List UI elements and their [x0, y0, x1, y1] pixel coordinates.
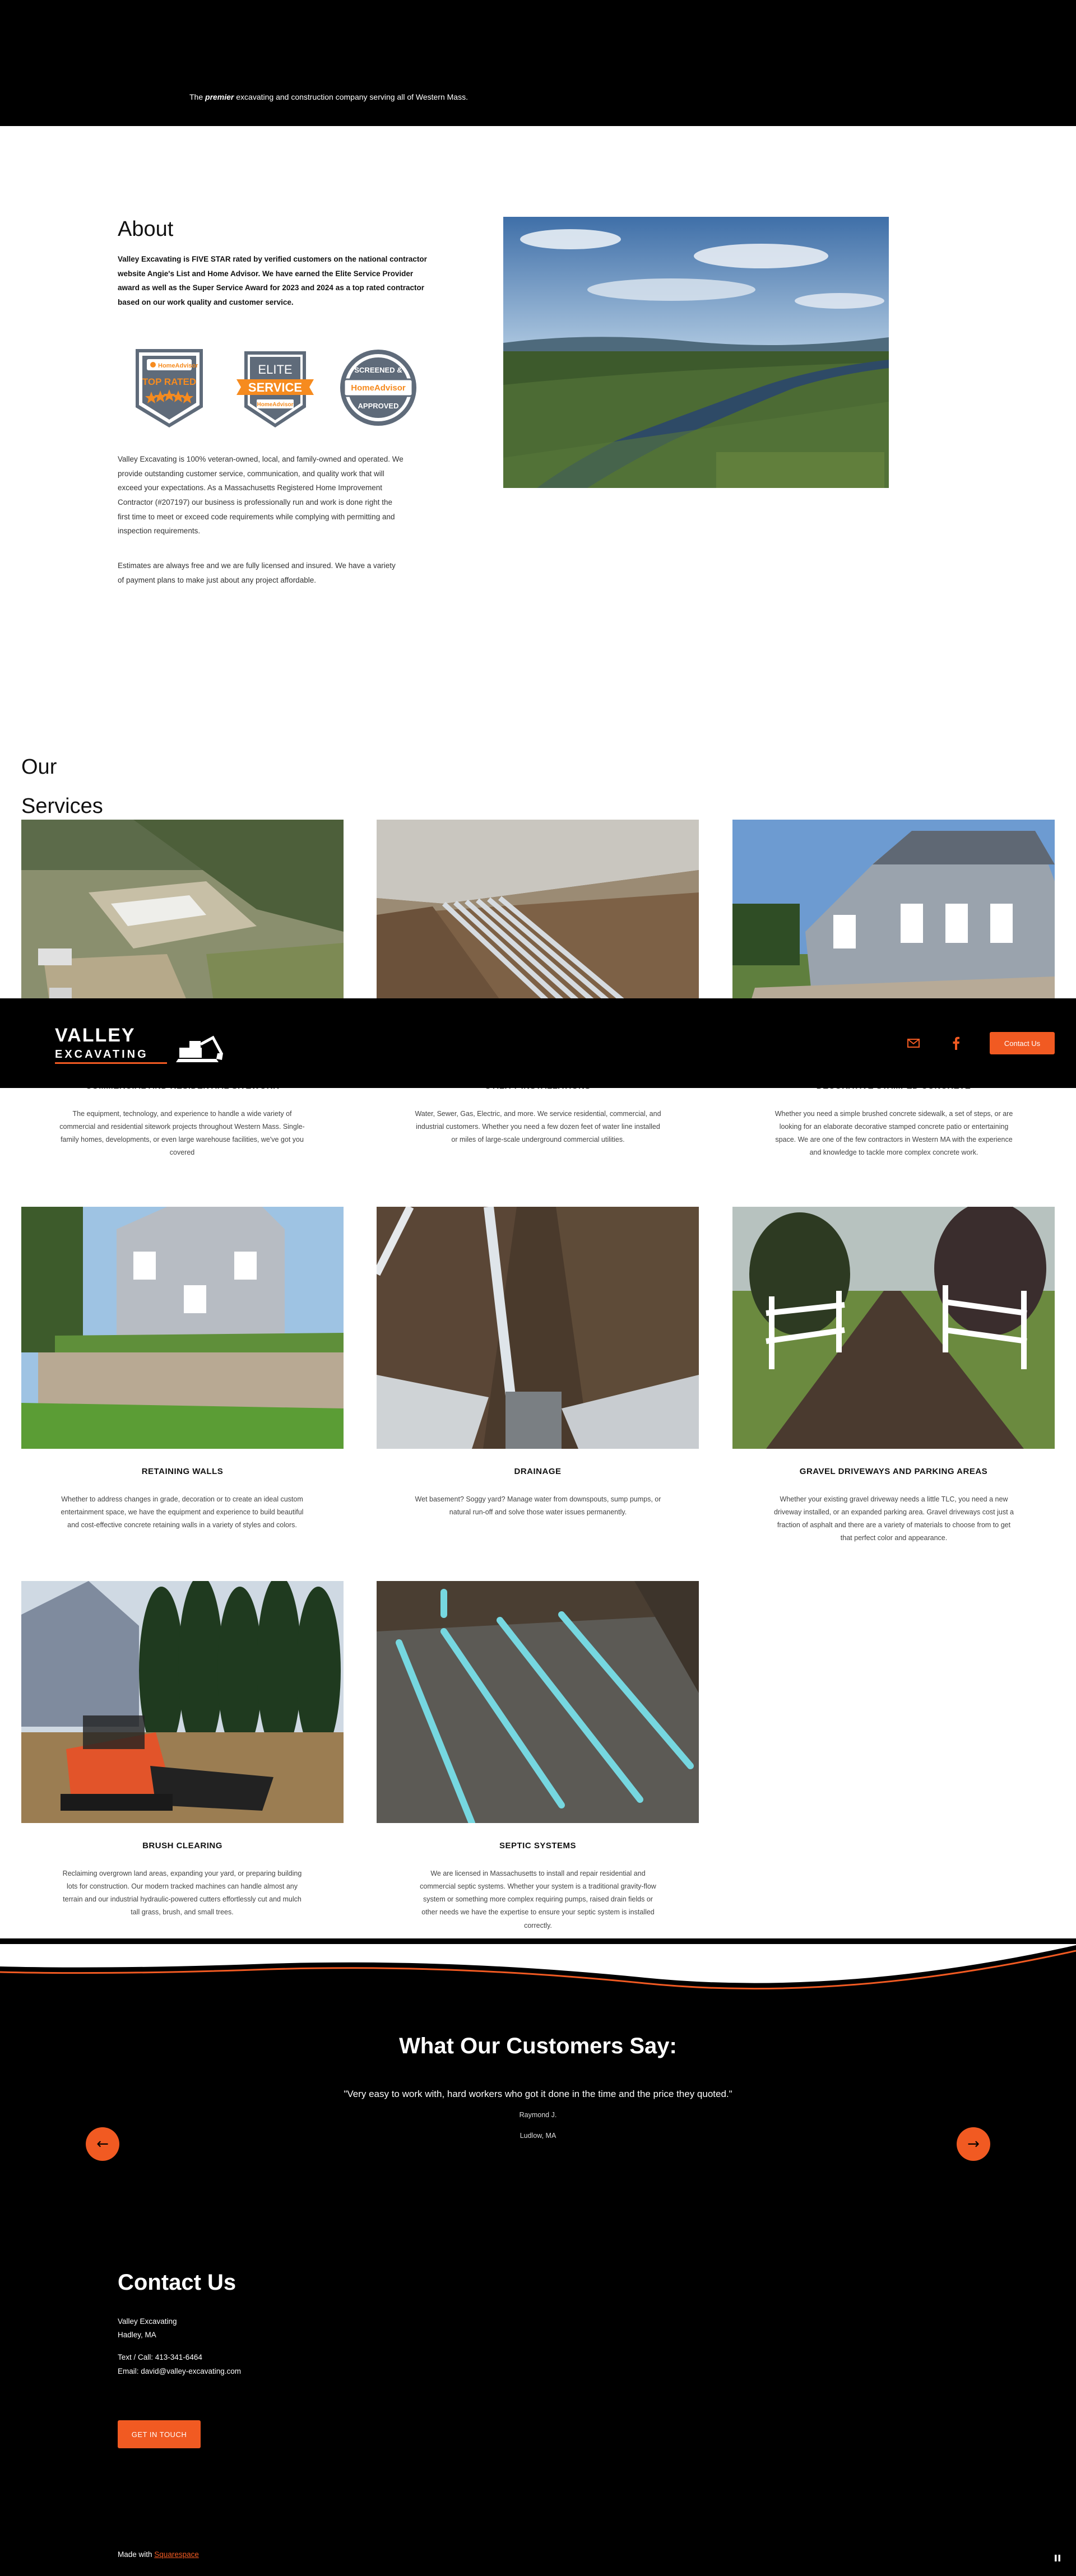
- contact-title: Contact Us: [118, 2270, 236, 2295]
- testimonials-title: What Our Customers Say:: [399, 2034, 677, 2058]
- hero-tagline-suffix: excavating and construction company serving all of Western Mass.: [236, 92, 468, 101]
- elite-service-label: SERVICE: [248, 380, 303, 394]
- section-wave-divider: [0, 1944, 1076, 2022]
- testimonial-location: Ludlow, MA: [520, 2132, 556, 2140]
- elite-label: ELITE: [258, 362, 293, 376]
- arrow-left-icon: ←: [96, 2136, 109, 2152]
- site-header: [0, 998, 1076, 1088]
- approved-label: APPROVED: [358, 402, 399, 410]
- about-section: [0, 126, 1076, 717]
- award-badges: [132, 346, 424, 435]
- squarespace-link[interactable]: Squarespace: [154, 2550, 199, 2559]
- services-title-line-2: Services: [21, 794, 103, 818]
- screened-brand: HomeAdvisor: [351, 383, 406, 393]
- service-description: Whether you need a simple brushed concrete sidewalk, a set of steps, or are looking for an elaborate decorative stamped concrete patio or entertaining space. We are one of the few contractors in Western MA with the experience and knowledge to tackle more complex concrete work.: [774, 1110, 1013, 1157]
- elite-service-badge-icon: [233, 346, 317, 430]
- elite-brand: HomeAdvisor: [257, 402, 294, 408]
- services-title: [21, 747, 103, 826]
- facebook-icon[interactable]: [952, 1036, 961, 1050]
- contact-us-button[interactable]: Contact Us: [990, 1032, 1055, 1054]
- services-title-line-1: Our: [21, 755, 57, 779]
- service-description: Whether your existing gravel driveway needs a little TLC, you need a new driveway installed, or an expanded parking area. Gravel driveways cost just a fraction of asphalt and there are a variety of materials to choose from to get that perfect color and appearance.: [774, 1495, 1014, 1542]
- drainage-photo: [377, 1207, 699, 1449]
- mail-icon[interactable]: [907, 1039, 920, 1048]
- contact-phone: Text / Call: 413-341-6464: [118, 2353, 202, 2361]
- hero-tagline-emphasis: premier: [205, 92, 234, 101]
- arrow-right-icon: →: [967, 2136, 980, 2152]
- retaining-wall-photo: [21, 1207, 344, 1449]
- screened-label: SCREENED &: [354, 366, 402, 374]
- excavator-icon: [176, 1038, 223, 1062]
- logo-line-1: VALLEY: [55, 1025, 136, 1046]
- gravel-driveway-photo: [732, 1207, 1055, 1449]
- valley-excavating-logo[interactable]: [55, 1022, 223, 1067]
- contact-email: Email: david@valley-excavating.com: [118, 2367, 242, 2375]
- river-valley-photo: [503, 217, 889, 488]
- hero-tagline: [189, 92, 468, 101]
- contact-city: Hadley, MA: [118, 2331, 156, 2339]
- next-testimonial-button[interactable]: [957, 2127, 990, 2161]
- top-rated-badge-icon: [132, 346, 206, 430]
- service-description: The equipment, technology, and experience to handle a wide variety of commercial and residential sitework projects throughout Western Mass. Single-family homes, developments, or even large warehouse facilities, we've got you covered: [59, 1110, 305, 1157]
- brush-clearing-photo: [21, 1581, 344, 1823]
- previous-testimonial-button[interactable]: [86, 2127, 119, 2161]
- hero-tagline-prefix: The: [189, 92, 203, 101]
- service-title: BRUSH CLEARING: [142, 1841, 222, 1850]
- footer-credit: [118, 2550, 199, 2559]
- top-rated-brand: HomeAdvisor: [158, 362, 198, 369]
- service-description: Water, Sewer, Gas, Electric, and more. We service residential, commercial, and industrial customers. Whether you need a few dozen feet of water line installed or miles of large-scale underground commercial utilities.: [415, 1110, 661, 1144]
- service-title: GRAVEL DRIVEWAYS AND PARKING AREAS: [799, 1467, 988, 1476]
- service-title: RETAINING WALLS: [141, 1467, 224, 1476]
- pause-icon[interactable]: [1054, 2554, 1061, 2563]
- testimonial-quote: "Very easy to work with, hard workers who got it done in the time and the price they quoted.": [344, 2089, 732, 2099]
- service-description: Whether to address changes in grade, decoration or to create an ideal custom entertainment space, we have the equipment and experience to build beautiful and cost-effective concrete retaining walls in a variety of styles and colors.: [61, 1495, 304, 1529]
- about-paragraph-1: Valley Excavating is 100% veteran-owned, local, and family-owned and operated. We provide outstanding customer service, communication, and quality work that will exceed your expectations. As a Massachusetts Registered Home Improvement Contractor (#207197) our business is professionally run and work is done right the first time to meet or exceed code requirements while complying with permitting and inspection requirements.: [118, 455, 404, 536]
- service-description: Reclaiming overgrown land areas, expanding your yard, or preparing building lots for construction. Our modern tracked machines can handle almost any terrain and our industrial hydraulic-powered cutters effortlessly cut and mulch tall grass, brush, and small trees.: [62, 1870, 302, 1917]
- screened-approved-badge-icon: [336, 346, 420, 430]
- about-paragraph-2: Estimates are always free and we are fully licensed and insured. We have a variety of payment plans to make just about any project affordable.: [118, 561, 396, 584]
- about-intro: Valley Excavating is FIVE STAR rated by verified customers on the national contractor website Angie's List and Home Advisor. We have earned the Elite Service Provider award as well as the Super Service Award for 2023 and 2024 as a top rated contractor based on our work quality and customer service.: [118, 255, 427, 306]
- services-section: [0, 717, 1076, 1978]
- contact-company: Valley Excavating: [118, 2317, 177, 2326]
- get-in-touch-button[interactable]: GET IN TOUCH: [118, 2420, 201, 2448]
- logo-line-2: EXCAVATING: [55, 1048, 149, 1061]
- top-rated-label: TOP RATED: [142, 376, 197, 387]
- service-description: Wet basement? Soggy yard? Manage water from downspouts, sump pumps, or natural run-off and solve those water issues permanently.: [415, 1495, 661, 1517]
- hero-section: [0, 0, 1076, 126]
- septic-system-photo: [377, 1581, 699, 1823]
- about-title: About: [118, 217, 174, 241]
- service-description: We are licensed in Massachusetts to install and repair residential and commercial septic systems. Whether your system is a traditional gravity-flow system or something more complex requiring pumps, raised drain fields or other needs we have the expertise to ensure your septic system is installed correctly.: [420, 1870, 656, 1929]
- service-title: DRAINAGE: [514, 1467, 562, 1476]
- service-title: SEPTIC SYSTEMS: [499, 1841, 577, 1850]
- testimonial-author: Raymond J.: [519, 2111, 557, 2119]
- footer-made-with: Made with: [118, 2550, 152, 2559]
